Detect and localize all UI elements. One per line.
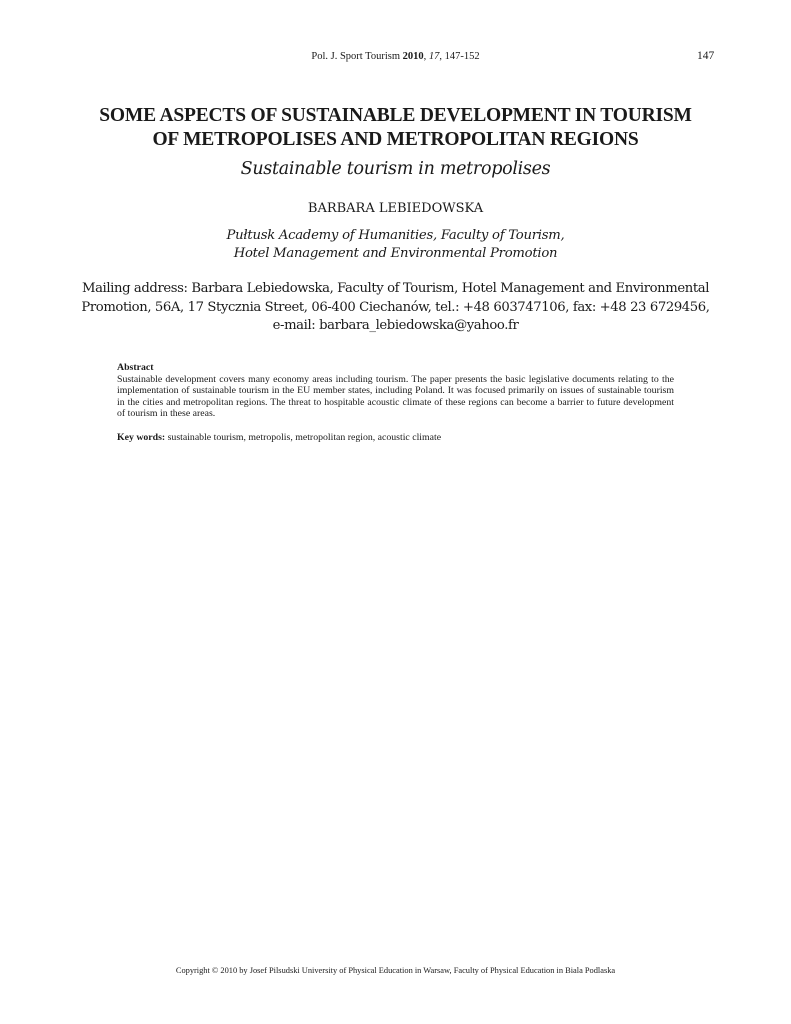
journal-citation-header xyxy=(0,51,791,62)
keywords-section xyxy=(117,432,674,444)
affiliation-line-2: Hotel Management and Environmental Promotion xyxy=(233,246,558,261)
affiliation-line-1: Pułtusk Academy of Humanities, Faculty of Tourism, xyxy=(226,228,565,243)
paper-title xyxy=(0,104,791,152)
journal-pages: , 147-152 xyxy=(439,51,480,62)
keywords-label: Key words: xyxy=(117,432,166,443)
copyright-footer: Copyright © 2010 by Josef Pilsudski University of Physical Education in Warsaw, Faculty of Physical Education in Biala Podlaska xyxy=(175,966,616,975)
paper-title-line-2: OF METROPOLISES AND METROPOLITAN REGIONS xyxy=(152,129,639,150)
keywords-text: sustainable tourism, metropolis, metropolitan region, acoustic climate xyxy=(165,432,442,443)
abstract-section xyxy=(117,362,674,420)
author-affiliation xyxy=(0,227,791,263)
mailing-line-2: Promotion, 56A, 17 Stycznia Street, 06-400 Ciechanów, tel.: +48 603747106, fax: +48 23 6729456, xyxy=(81,299,710,315)
mailing-line-1: Mailing address: Barbara Lebiedowska, Faculty of Tourism, Hotel Management and Environmental xyxy=(81,281,710,296)
journal-volume: 17 xyxy=(428,51,440,62)
author-name: BARBARA LEBIEDOWSKA xyxy=(307,201,484,216)
citation-separator: , xyxy=(423,51,429,62)
mailing-address xyxy=(0,280,791,336)
abstract-heading: Abstract xyxy=(117,362,154,373)
mailing-line-3: e-mail: barbara_lebiedowska@yahoo.fr xyxy=(272,318,519,333)
journal-year: 2010 xyxy=(402,51,424,62)
abstract-text: Sustainable development covers many economy areas including tourism. The paper presents the basic legislative documents relating to the implementation of sustainable tourism in the EU member states, including Poland. It was focused primarily on issues of sustainable tourism in the cities and metropolitan regions. The threat to hospitable acoustic climate of these regions can become a barrier to future development of tourism in these areas. xyxy=(117,373,674,420)
paper-subtitle: Sustainable tourism in metropolises xyxy=(240,159,551,179)
page-number: 147 xyxy=(697,50,715,62)
paper-title-line-1: SOME ASPECTS OF SUSTAINABLE DEVELOPMENT IN TOURISM xyxy=(99,105,692,126)
journal-name: Pol. J. Sport Tourism xyxy=(311,51,403,62)
